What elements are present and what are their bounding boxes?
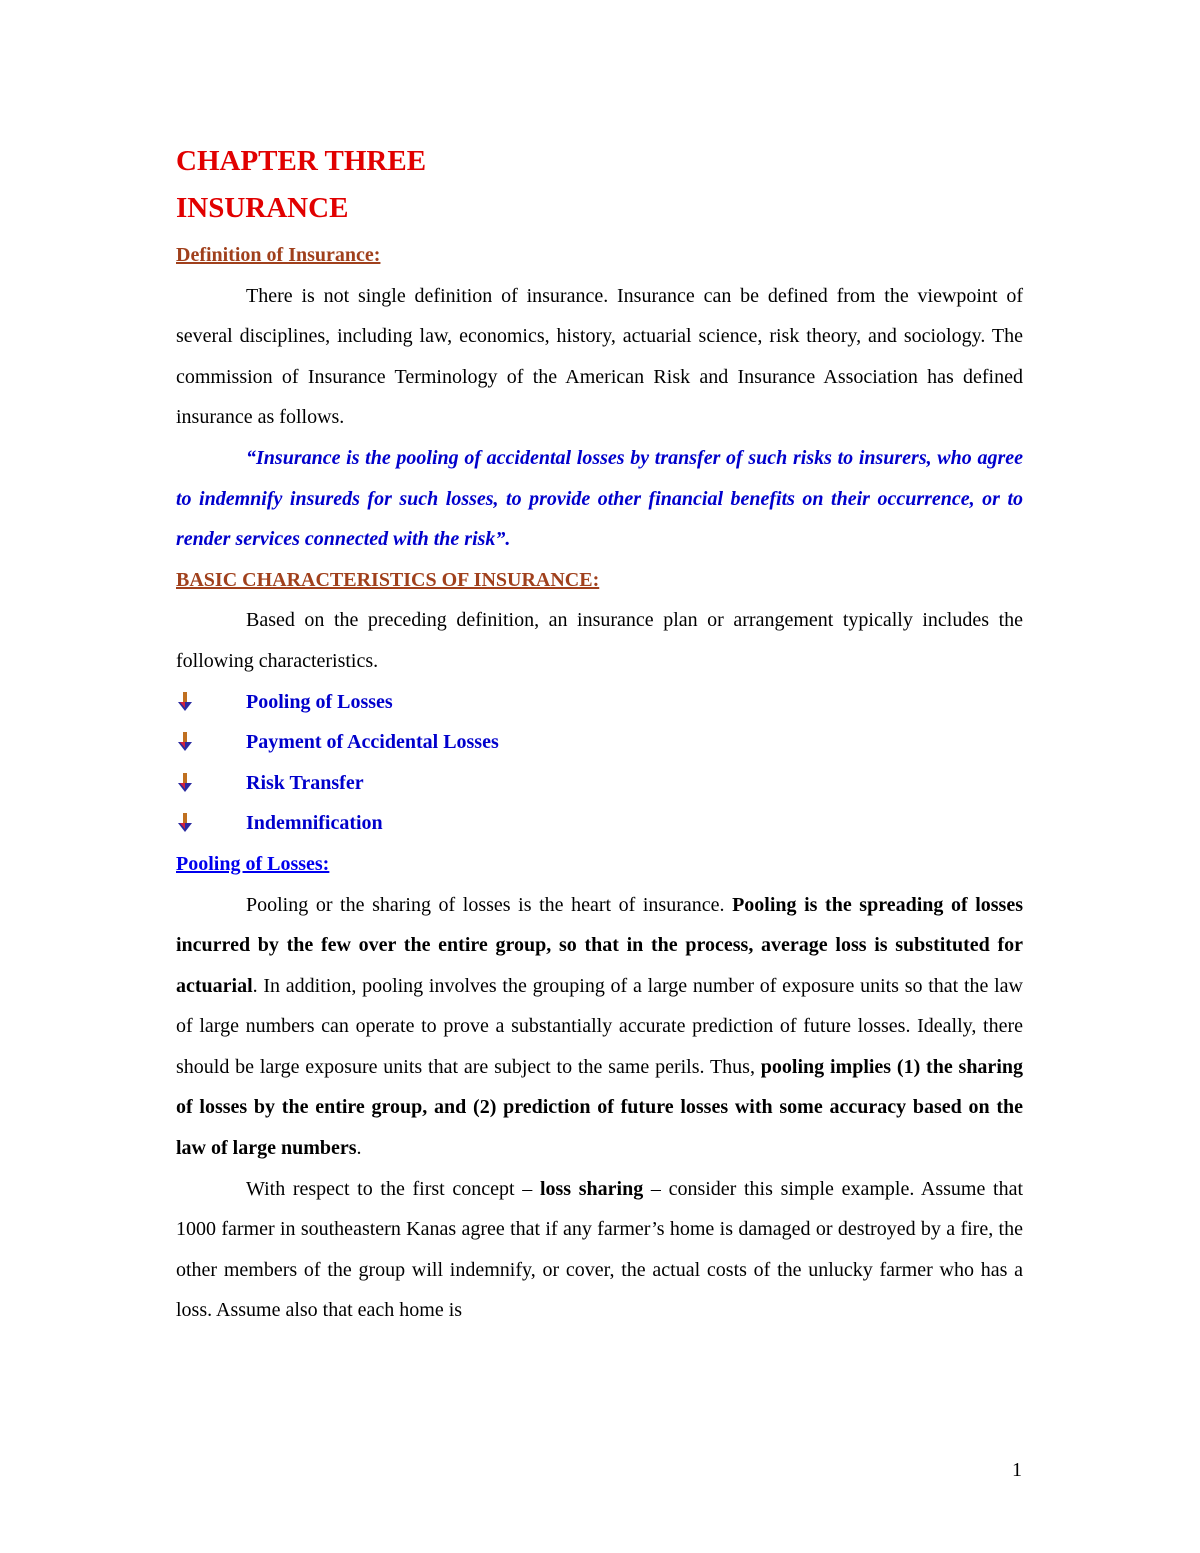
page-content (176, 139, 1023, 1331)
page-number: 1 (1012, 1459, 1022, 1481)
loss-sharing-text-2: – consider this simple example. Assume that 1000 farmer in southeastern Kanas agree that if any farmer’s home is damaged or destroyed by a fire, the other members of the group will indemnify, or cover, the actual costs of the unlucky farmer who has a loss. Assume also that each home is (176, 1177, 1023, 1322)
definition-heading: Definition of Insurance: (176, 244, 381, 266)
list-item (176, 682, 1023, 723)
loss-sharing-paragraph (176, 1169, 1023, 1331)
loss-sharing-bold: loss sharing (539, 1177, 644, 1200)
chapter-heading: CHAPTER THREE (176, 145, 427, 177)
list-item-label: Indemnification (246, 812, 383, 835)
characteristics-intro: Based on the preceding definition, an insurance plan or arrangement typically includes the following characteristics. (176, 609, 1023, 672)
down-arrow-bullet-icon (178, 773, 192, 793)
pooling-implies-bold: pooling implies (1) the sharing of losses by the entire group, and (2) prediction of future losses with some accuracy based on the law of large numbers (176, 1055, 1023, 1160)
pooling-definition-bold: Pooling is the spreading of losses incurred by the few over the entire group, so that in the process, average loss is substituted for actuarial (176, 893, 1024, 997)
down-arrow-bullet-icon (178, 813, 192, 833)
down-arrow-bullet-icon (178, 732, 192, 752)
list-item (176, 722, 1023, 763)
pooling-text-3: . (356, 1137, 362, 1160)
definition-quote: “Insurance is the pooling of accidental losses by transfer of such risks to insurers, who agree to indemnify insureds for such losses, to provide other financial benefits on their occurrence, or to render services connected with the risk”. (176, 446, 1023, 551)
list-item-label: Risk Transfer (246, 771, 364, 794)
pooling-text-1: Pooling or the sharing of losses is the heart of insurance. (246, 893, 733, 916)
list-item-label: Payment of Accidental Losses (246, 731, 499, 754)
pooling-heading: Pooling of Losses: (176, 852, 330, 875)
list-item-label: Pooling of Losses (246, 690, 393, 713)
down-arrow-bullet-icon (178, 692, 192, 712)
loss-sharing-text-1: With respect to the first concept – (246, 1177, 540, 1200)
pooling-paragraph (176, 885, 1023, 1169)
characteristics-list (176, 682, 1023, 844)
list-item (176, 763, 1023, 804)
definition-paragraph: There is not single definition of insurance. Insurance can be defined from the viewpoint of several disciplines, including law, economics, history, actuarial science, risk theory, and sociology. The commission of Insurance Terminology of the American Risk and Insurance Association has defined insurance as follows. (176, 284, 1023, 429)
characteristics-heading: BASIC CHARACTERISTICS OF INSURANCE: (176, 568, 600, 591)
pooling-text-2: . In addition, pooling involves the grouping of a large number of exposure units so that the law of large numbers can operate to prove a substantially accurate prediction of future losses. Ideally, there should be large exposure units that are subject to the same perils. Thus, (176, 974, 1023, 1078)
list-item (176, 803, 1023, 844)
chapter-title: INSURANCE (176, 192, 349, 224)
